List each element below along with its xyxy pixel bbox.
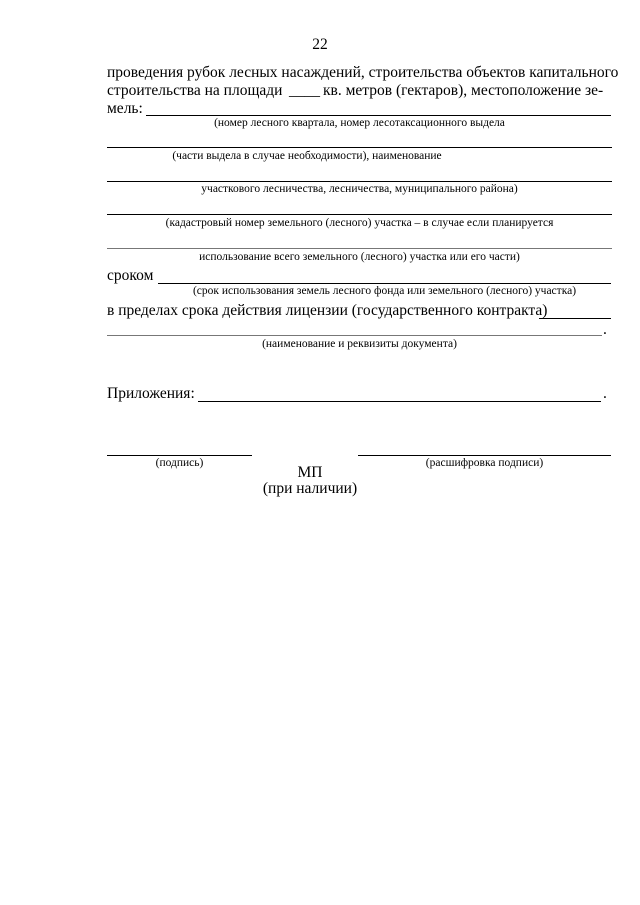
stamp-label: МП <box>297 464 323 481</box>
caption-cadastral-number: (кадастровый номер земельного (лесного) участка – в случае если планируется <box>165 217 554 229</box>
field-line-4[interactable] <box>107 214 612 215</box>
caption-forestry-district: участкового лесничества, лесничества, муниципального района) <box>201 183 518 195</box>
area-blank: ____ <box>289 82 320 99</box>
caption-signature-decoding: (расшифровка подписи) <box>425 457 544 469</box>
paragraph-line-2-start: строительства на площади <box>107 82 283 99</box>
document-field-line[interactable] <box>107 335 602 336</box>
signature-field-line[interactable] <box>107 455 252 456</box>
license-field-line[interactable] <box>539 318 611 319</box>
location-field-line[interactable] <box>146 115 611 116</box>
caption-forest-quarter: (номер лесного квартала, номер лесотаксационного выдела <box>214 117 505 129</box>
stamp-note: (при наличии) <box>262 480 358 497</box>
signature-decoding-field-line[interactable] <box>358 455 611 456</box>
field-line-2[interactable] <box>107 147 612 148</box>
term-field-line[interactable] <box>158 283 611 284</box>
attachments-label: Приложения: <box>107 385 195 402</box>
attachments-field-line[interactable] <box>198 401 601 402</box>
paragraph-line-1: проведения рубок лесных насаждений, строительства объектов капитального <box>107 64 619 81</box>
caption-signature: (подпись) <box>155 457 204 469</box>
license-text: в пределах срока действия лицензии (государственного контракта) <box>107 302 548 319</box>
field-line-3[interactable] <box>107 181 612 182</box>
period-mark: . <box>603 321 607 338</box>
term-label: сроком <box>107 267 154 284</box>
paragraph-line-3-label: мель: <box>107 100 143 117</box>
page-number: 22 <box>312 36 328 53</box>
caption-document-details: (наименование и реквизиты документа) <box>262 338 457 350</box>
paragraph-line-2-end: кв. метров (гектаров), местоположение зе- <box>323 82 604 99</box>
caption-allotment-part: (части выдела в случае необходимости), наименование <box>172 150 442 162</box>
caption-whole-plot: использование всего земельного (лесного) участка или его части) <box>199 251 520 263</box>
attachments-end-mark: . <box>603 385 607 402</box>
caption-term-of-use: (срок использования земель лесного фонда или земельного (лесного) участка) <box>192 285 577 297</box>
field-line-5[interactable] <box>107 248 612 249</box>
